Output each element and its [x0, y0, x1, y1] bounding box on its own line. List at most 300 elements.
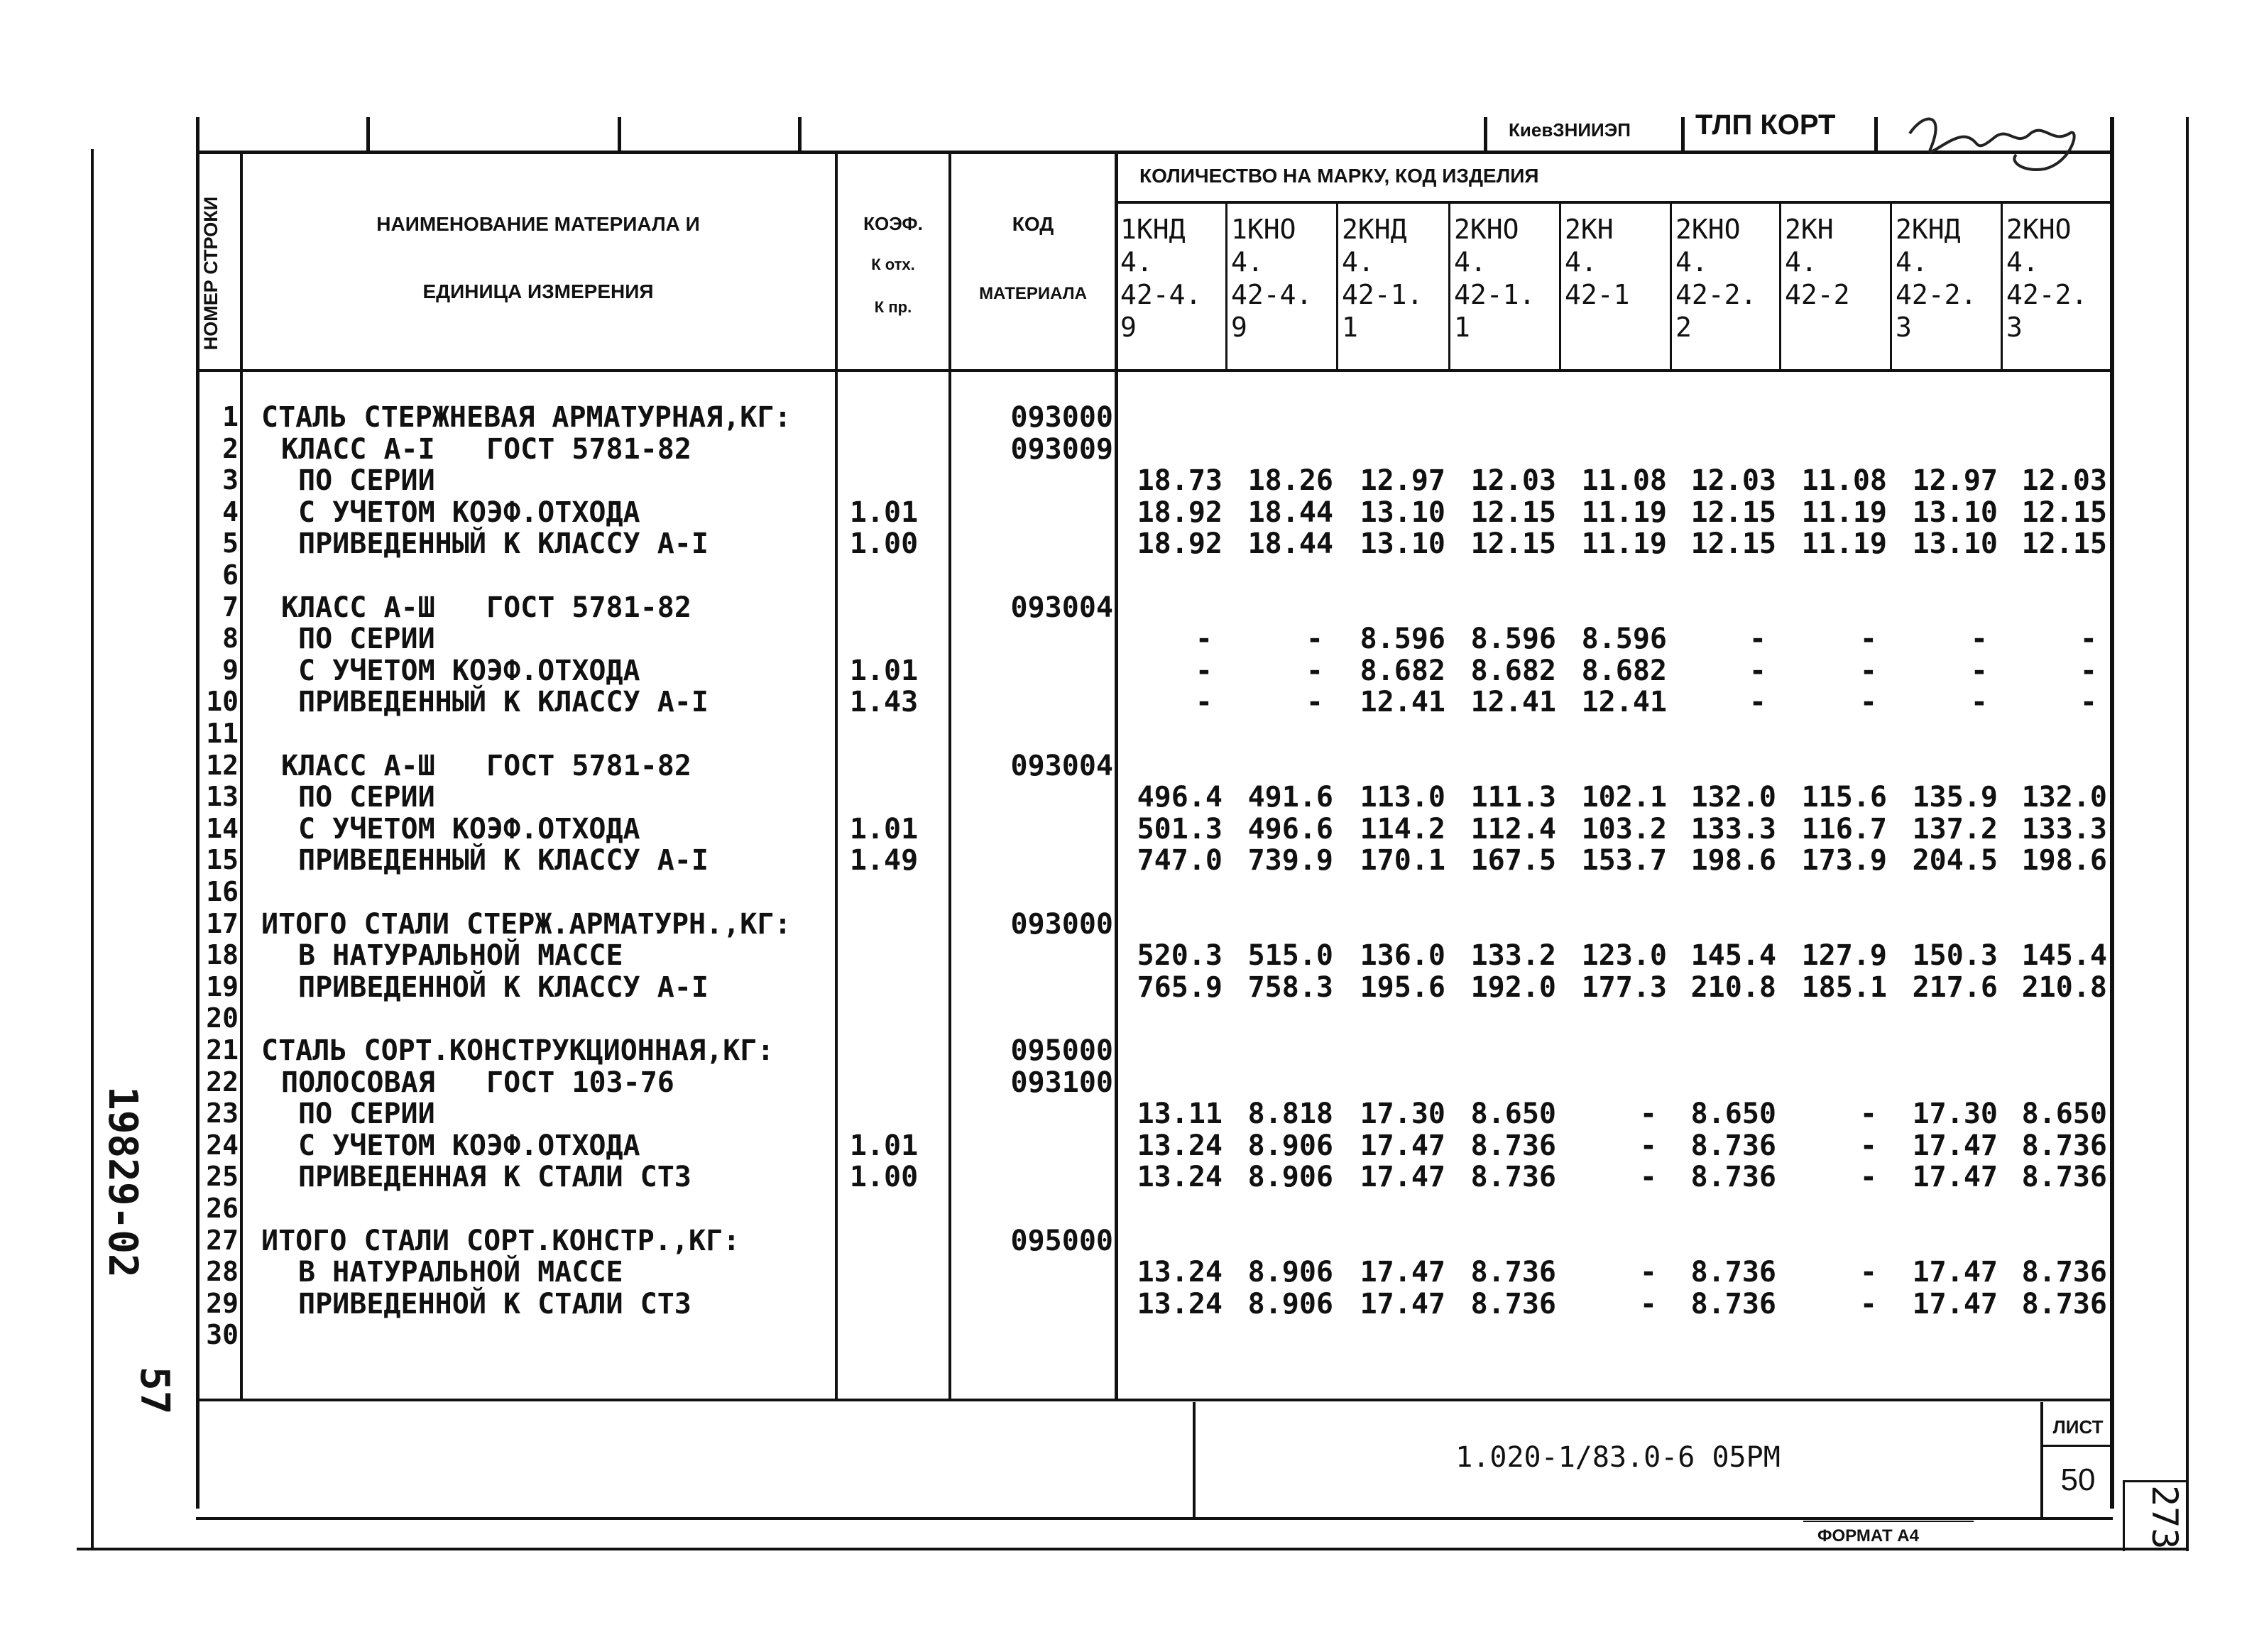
row-quantity-value: 198.6 — [1690, 844, 1776, 877]
row-coef: 1.00 — [849, 1161, 919, 1194]
row-quantity-value: - — [1859, 1129, 1877, 1162]
header-coef-1: КОЭФ. — [863, 213, 923, 234]
row-quantity-value: 13.24 — [1137, 1256, 1223, 1289]
row-material-name: СТАЛЬ СТЕРЖНЕВАЯ АРМАТУРНАЯ,КГ: — [261, 401, 792, 434]
row-material-code: 093100 — [1010, 1066, 1113, 1099]
row-quantity-value: 116.7 — [1801, 812, 1887, 846]
row-material-name: КЛАСС А-I ГОСТ 5781-82 — [281, 432, 691, 466]
header-code-2: МАТЕРИАЛА — [979, 284, 1087, 303]
row-material-name: КЛАСС А-Ш ГОСТ 5781-82 — [281, 749, 691, 782]
row-quantity-value: 12.15 — [1690, 496, 1776, 529]
row-number: 19 — [206, 970, 239, 1002]
row-number: 18 — [206, 939, 239, 971]
mark-header — [1675, 213, 1756, 376]
row-quantity-value: 8.736 — [1690, 1256, 1776, 1289]
row-material-name: С УЧЕТОМ КОЭФ.ОТХОДА — [298, 496, 640, 529]
row-quantity-value: 167.5 — [1470, 844, 1556, 877]
row-number: 5 — [222, 527, 239, 559]
row-quantity-value: - — [1749, 623, 1766, 656]
header-coef-3: К пр. — [874, 298, 912, 316]
row-quantity-value: 8.736 — [2021, 1161, 2107, 1194]
row-quantity-value: 13.10 — [1912, 527, 1998, 561]
row-quantity-value: 8.596 — [1360, 623, 1445, 656]
frame-bottom-outer — [77, 1548, 2189, 1550]
row-quantity-value: 17.47 — [1912, 1256, 1998, 1289]
row-quantity-value: 18.44 — [1247, 496, 1333, 529]
row-number: 22 — [206, 1066, 239, 1098]
mark-line-3 — [1448, 201, 1450, 371]
row-material-name: ПО СЕРИИ — [298, 623, 435, 656]
row-quantity-value: - — [1970, 654, 1988, 687]
frame-right-outer — [2186, 117, 2189, 1551]
row-material-name: СТАЛЬ СОРТ.КОНСТРУКЦИОННАЯ,КГ: — [261, 1034, 775, 1067]
row-quantity-value: 145.4 — [2021, 939, 2107, 973]
row-quantity-value: 13.24 — [1137, 1129, 1223, 1162]
row-quantity-value: 132.0 — [1690, 781, 1776, 814]
header-material-name-1: НАИМЕНОВАНИЕ МАТЕРИАЛА И — [376, 213, 700, 235]
mark-header-name: 2КНО — [2006, 214, 2072, 245]
mark-line-5 — [1670, 201, 1672, 371]
mark-header — [1896, 213, 1976, 376]
mark-header-l1: 4. — [1231, 246, 1264, 278]
row-quantity-value: - — [1195, 623, 1213, 656]
row-quantity-value: 17.30 — [1360, 1098, 1445, 1131]
row-quantity-value: 210.8 — [2021, 970, 2107, 1004]
row-quantity-value: - — [1970, 623, 1988, 656]
mark-header-l1: 4. — [2006, 246, 2039, 278]
row-coef: 1.01 — [849, 654, 919, 687]
right-number-box-top — [2123, 1480, 2187, 1482]
row-quantity-value: 217.6 — [1912, 970, 1998, 1004]
row-quantity-value: 150.3 — [1912, 939, 1998, 973]
row-quantity-value: 135.9 — [1912, 781, 1998, 814]
row-quantity-value: 8.736 — [1470, 1129, 1556, 1162]
mark-header-l1: 4. — [1120, 246, 1153, 278]
row-coef: 1.01 — [849, 496, 919, 529]
mark-header — [2006, 213, 2087, 376]
tick-1 — [366, 117, 370, 153]
row-material-code: 093004 — [1010, 749, 1113, 782]
row-quantity-value: 12.03 — [2021, 464, 2107, 498]
row-quantity-value: - — [1859, 686, 1877, 719]
row-material-name: ПРИВЕДЕННЫЙ К КЛАССУ А-I — [298, 844, 709, 877]
row-coef: 1.01 — [849, 812, 919, 846]
tick-2 — [618, 117, 621, 153]
signature-icon — [1903, 105, 2087, 176]
row-quantity-value: - — [1859, 1098, 1877, 1131]
row-quantity-value: 8.906 — [1247, 1256, 1333, 1289]
row-quantity-value: 17.47 — [1360, 1129, 1445, 1162]
col-line-rownum — [240, 151, 243, 1400]
mark-header-l2: 42-1. — [1342, 279, 1423, 310]
row-quantity-value: 8.682 — [1581, 654, 1667, 687]
row-quantity-value: - — [1195, 654, 1213, 687]
row-coef: 1.49 — [849, 844, 919, 877]
mark-header — [1454, 213, 1535, 376]
row-quantity-value: 17.47 — [1360, 1161, 1445, 1194]
row-quantity-value: 195.6 — [1360, 970, 1445, 1004]
mark-header-l2: 42-4. — [1120, 279, 1202, 310]
col-line-name — [835, 151, 838, 1400]
mark-header-l1: 4. — [1896, 246, 1928, 278]
row-number: 21 — [206, 1034, 239, 1066]
row-material-name: В НАТУРАЛЬНОЙ МАССЕ — [298, 939, 623, 973]
row-quantity-value: 13.10 — [1912, 496, 1998, 529]
row-material-name: ПРИВЕДЕННЫЙ К КЛАССУ А-I — [298, 527, 709, 561]
mark-header-l3: 1 — [1454, 312, 1470, 343]
mark-header-l2: 42-2. — [1896, 279, 1977, 310]
row-quantity-value: 765.9 — [1137, 970, 1223, 1004]
footer-box-bottom — [196, 1517, 2113, 1520]
row-quantity-value: - — [2079, 686, 2097, 719]
row-quantity-value: 136.0 — [1360, 939, 1445, 973]
mark-line-4 — [1559, 201, 1561, 371]
row-quantity-value: 747.0 — [1137, 844, 1223, 877]
footer-right-number: 273 — [2144, 1485, 2185, 1550]
row-quantity-value: 170.1 — [1360, 844, 1445, 877]
row-quantity-value: - — [1749, 686, 1766, 719]
row-material-name: ИТОГО СТАЛИ СОРТ.КОНСТР.,КГ: — [261, 1224, 740, 1257]
mark-header-l2: 42-1 — [1565, 279, 1630, 310]
row-quantity-value: 17.47 — [1912, 1161, 1998, 1194]
row-quantity-value: 739.9 — [1247, 844, 1333, 877]
row-quantity-value: 8.736 — [1470, 1256, 1556, 1289]
row-number: 28 — [206, 1256, 239, 1288]
mark-line-7 — [1890, 201, 1892, 371]
mark-line-6 — [1779, 201, 1781, 371]
table-top-border — [196, 151, 2113, 154]
row-number: 3 — [222, 464, 239, 496]
row-quantity-value: - — [2079, 654, 2097, 687]
row-material-name: КЛАСС А-Ш ГОСТ 5781-82 — [281, 591, 691, 624]
stamp-project: ТЛП КОРТ — [1695, 109, 1836, 141]
row-quantity-value: 8.736 — [2021, 1287, 2107, 1320]
row-quantity-value: 132.0 — [2021, 781, 2107, 814]
mark-header-l1: 4. — [1454, 246, 1487, 278]
mark-header-l1: 4. — [1675, 246, 1708, 278]
row-material-name: С УЧЕТОМ КОЭФ.ОТХОДА — [298, 654, 640, 687]
row-quantity-value: - — [1306, 654, 1323, 687]
row-quantity-value: 8.596 — [1581, 623, 1667, 656]
row-quantity-value: 18.26 — [1247, 464, 1333, 498]
row-quantity-value: 8.736 — [2021, 1256, 2107, 1289]
tick-3 — [798, 117, 802, 153]
row-material-name: ПРИВЕДЕННОЙ К СТАЛИ СТ3 — [298, 1287, 691, 1320]
row-quantity-value: - — [1859, 1161, 1877, 1194]
quantity-subheader-line — [1115, 201, 2113, 204]
row-number: 23 — [206, 1098, 239, 1129]
row-quantity-value: 8.682 — [1360, 654, 1445, 687]
row-quantity-value: 8.736 — [1470, 1287, 1556, 1320]
row-material-name: ИТОГО СТАЛИ СТЕРЖ.АРМАТУРН.,КГ: — [261, 907, 792, 941]
row-number: 26 — [206, 1193, 239, 1224]
row-quantity-value: 127.9 — [1801, 939, 1887, 973]
row-material-code: 093000 — [1010, 401, 1113, 434]
row-quantity-value: 112.4 — [1470, 812, 1556, 846]
row-number: 4 — [222, 496, 239, 527]
row-number: 11 — [206, 718, 239, 749]
row-material-name: ПРИВЕДЕННЫЙ К КЛАССУ А-I — [298, 686, 709, 719]
row-quantity-value: 177.3 — [1581, 970, 1667, 1004]
row-material-code: 093004 — [1010, 591, 1113, 624]
row-quantity-value: 8.650 — [1470, 1098, 1556, 1131]
row-quantity-value: 103.2 — [1581, 812, 1667, 846]
row-quantity-value: 18.44 — [1247, 527, 1333, 561]
row-material-name: ПО СЕРИИ — [298, 464, 435, 498]
row-quantity-value: 137.2 — [1912, 812, 1998, 846]
row-quantity-value: 114.2 — [1360, 812, 1445, 846]
row-quantity-value: 12.15 — [2021, 496, 2107, 529]
row-quantity-value: - — [1306, 686, 1323, 719]
mark-header — [1565, 213, 1630, 376]
row-number: 15 — [206, 844, 239, 876]
mark-header-l3: 1 — [1342, 312, 1358, 343]
row-quantity-value: 13.24 — [1137, 1161, 1223, 1194]
row-quantity-value: 13.10 — [1360, 527, 1445, 561]
row-quantity-value: - — [1859, 654, 1877, 687]
header-material-name-2: ЕДИНИЦА ИЗМЕРЕНИЯ — [422, 280, 654, 302]
row-quantity-value: - — [1306, 623, 1323, 656]
row-quantity-value: 8.906 — [1247, 1287, 1333, 1320]
row-quantity-value: - — [1639, 1098, 1657, 1131]
row-quantity-value: 8.650 — [2021, 1098, 2107, 1131]
row-quantity-value: 12.41 — [1581, 686, 1667, 719]
row-quantity-value: 17.30 — [1912, 1098, 1998, 1131]
row-quantity-value: 12.15 — [1470, 527, 1556, 561]
row-material-name: С УЧЕТОМ КОЭФ.ОТХОДА — [298, 1129, 640, 1162]
row-material-name: С УЧЕТОМ КОЭФ.ОТХОДА — [298, 812, 640, 846]
mark-header-l2: 42-1. — [1454, 279, 1536, 310]
row-quantity-value: - — [1859, 623, 1877, 656]
mark-header-l3: 3 — [1896, 312, 1912, 343]
row-number: 30 — [206, 1319, 239, 1351]
row-number: 17 — [206, 907, 239, 939]
mark-header — [1342, 213, 1423, 376]
row-quantity-value: 12.15 — [2021, 527, 2107, 561]
mark-header-l1: 4. — [1565, 246, 1597, 278]
row-material-name: В НАТУРАЛЬНОЙ МАССЕ — [298, 1256, 623, 1289]
mark-header-name: 2КН — [1565, 214, 1614, 245]
mark-header-l3: 9 — [1120, 312, 1137, 343]
row-quantity-value: 13.24 — [1137, 1287, 1223, 1320]
row-quantity-value: - — [2079, 623, 2097, 656]
tick-5 — [1681, 117, 1685, 153]
row-quantity-value: 18.73 — [1137, 464, 1223, 498]
table-right-border — [2110, 117, 2114, 1509]
side-doc-number: 19829-02 — [99, 1086, 146, 1278]
row-quantity-value: 12.41 — [1470, 686, 1556, 719]
row-quantity-value: 501.3 — [1137, 812, 1223, 846]
row-quantity-value: 173.9 — [1801, 844, 1887, 877]
row-number: 13 — [206, 781, 239, 813]
format-underline — [1803, 1521, 1974, 1522]
mark-header-l1: 4. — [1785, 246, 1817, 278]
mark-header — [1120, 213, 1201, 376]
row-quantity-value: 12.03 — [1690, 464, 1776, 498]
row-quantity-value: 133.3 — [2021, 812, 2107, 846]
row-quantity-value: 13.10 — [1360, 496, 1445, 529]
row-quantity-value: 17.47 — [1912, 1287, 1998, 1320]
row-quantity-value: 8.596 — [1470, 623, 1556, 656]
mark-header-l3: 2 — [1675, 312, 1692, 343]
row-quantity-value: 8.736 — [2021, 1129, 2107, 1162]
mark-header-l2: 42-2. — [2006, 279, 2088, 310]
row-quantity-value: 102.1 — [1581, 781, 1667, 814]
row-quantity-value: 8.906 — [1247, 1161, 1333, 1194]
mark-header-l2: 42-2. — [1675, 279, 1757, 310]
row-material-name: ПО СЕРИИ — [298, 1098, 435, 1131]
side-left-page: 57 — [131, 1367, 177, 1415]
row-quantity-value: 192.0 — [1470, 970, 1556, 1004]
tick-6 — [1874, 117, 1878, 153]
row-quantity-value: - — [1195, 686, 1213, 719]
row-quantity-value: 123.0 — [1581, 939, 1667, 973]
row-quantity-value: 12.15 — [1470, 496, 1556, 529]
table-bottom-border — [196, 1399, 2113, 1401]
mark-header-name: 2КНО — [1454, 214, 1519, 245]
row-quantity-value: 8.736 — [1470, 1161, 1556, 1194]
header-quantity: КОЛИЧЕСТВО НА МАРКУ, КОД ИЗДЕЛИЯ — [1139, 165, 1539, 187]
footer-format: ФОРМАТ А4 — [1817, 1526, 1919, 1546]
row-number: 9 — [222, 654, 239, 686]
row-quantity-value: 153.7 — [1581, 844, 1667, 877]
row-quantity-value: 113.0 — [1360, 781, 1445, 814]
row-quantity-value: 520.3 — [1137, 939, 1223, 973]
row-quantity-value: 13.11 — [1137, 1098, 1223, 1131]
row-quantity-value: - — [1639, 1129, 1657, 1162]
header-code-1: КОД — [1012, 213, 1054, 235]
mark-header-name: 2КНД — [1342, 214, 1407, 245]
row-material-name: ПОЛОСОВАЯ ГОСТ 103-76 — [281, 1066, 674, 1099]
row-quantity-value: 8.906 — [1247, 1129, 1333, 1162]
footer-sheet-divider-h — [2040, 1445, 2111, 1447]
row-quantity-value: 496.6 — [1247, 812, 1333, 846]
mark-line-1 — [1225, 201, 1227, 371]
row-quantity-value: 17.47 — [1360, 1256, 1445, 1289]
row-coef: 1.00 — [849, 527, 919, 561]
row-quantity-value: 133.3 — [1690, 812, 1776, 846]
header-row-number: НОМЕР СТРОКИ — [200, 196, 222, 351]
mark-header-l2: 42-2 — [1785, 279, 1850, 310]
row-coef: 1.43 — [849, 686, 919, 719]
row-quantity-value: 185.1 — [1801, 970, 1887, 1004]
footer-sheet-divider-v — [2040, 1402, 2043, 1519]
row-quantity-value: 12.41 — [1360, 686, 1445, 719]
row-quantity-value: 491.6 — [1247, 781, 1333, 814]
footer-designation: 1.020-1/83.0-6 05РМ — [1455, 1441, 1781, 1474]
row-number: 14 — [206, 812, 239, 844]
row-number: 20 — [206, 1002, 239, 1034]
mark-header-l3: 9 — [1231, 312, 1247, 343]
row-material-name: ПРИВЕДЕННОЙ К КЛАССУ А-I — [298, 970, 709, 1004]
row-quantity-value: 8.736 — [1690, 1287, 1776, 1320]
row-material-name: ПО СЕРИИ — [298, 781, 435, 814]
row-quantity-value: 496.4 — [1137, 781, 1223, 814]
row-quantity-value: 18.92 — [1137, 496, 1223, 529]
stamp-org: КиевЗНИИЭП — [1509, 119, 1631, 141]
row-coef: 1.01 — [849, 1129, 919, 1162]
row-quantity-value: - — [1639, 1256, 1657, 1289]
mark-header-name: 2КН — [1785, 214, 1834, 245]
row-quantity-value: 758.3 — [1247, 970, 1333, 1004]
row-quantity-value: 11.19 — [1581, 527, 1667, 561]
row-number: 12 — [206, 749, 239, 781]
row-number: 16 — [206, 876, 239, 907]
row-quantity-value: 11.19 — [1801, 496, 1887, 529]
right-number-box-left — [2123, 1480, 2125, 1551]
row-material-code: 095000 — [1010, 1034, 1113, 1067]
row-quantity-value: 12.15 — [1690, 527, 1776, 561]
row-quantity-value: 210.8 — [1690, 970, 1776, 1004]
row-quantity-value: - — [1749, 654, 1766, 687]
row-number: 10 — [206, 686, 239, 718]
row-quantity-value: 11.08 — [1581, 464, 1667, 498]
mark-header-l2: 42-4. — [1231, 279, 1313, 310]
col-line-code — [1115, 151, 1118, 1400]
row-quantity-value: 11.08 — [1801, 464, 1887, 498]
row-quantity-value: 12.97 — [1912, 464, 1998, 498]
row-quantity-value: 8.650 — [1690, 1098, 1776, 1131]
mark-header-name: 2КНД — [1896, 214, 1961, 245]
frame-left-outer — [91, 149, 94, 1548]
row-number: 7 — [222, 591, 239, 623]
row-quantity-value: 18.92 — [1137, 527, 1223, 561]
row-quantity-value: 145.4 — [1690, 939, 1776, 973]
row-quantity-value: 198.6 — [2021, 844, 2107, 877]
row-number: 29 — [206, 1287, 239, 1319]
row-quantity-value: 17.47 — [1360, 1287, 1445, 1320]
row-quantity-value: 8.682 — [1470, 654, 1556, 687]
row-quantity-value: 111.3 — [1470, 781, 1556, 814]
row-quantity-value: 204.5 — [1912, 844, 1998, 877]
row-quantity-value: 12.97 — [1360, 464, 1445, 498]
footer-sheet-number: 50 — [2060, 1462, 2096, 1497]
row-quantity-value: 17.47 — [1912, 1129, 1998, 1162]
row-quantity-value: 8.736 — [1690, 1161, 1776, 1194]
mark-header-name: 1КНО — [1231, 214, 1296, 245]
row-material-code: 093000 — [1010, 907, 1113, 941]
mark-header — [1785, 213, 1850, 376]
row-number: 24 — [206, 1129, 239, 1161]
row-number: 25 — [206, 1161, 239, 1193]
row-number: 1 — [222, 401, 239, 432]
mark-header — [1231, 213, 1312, 376]
mark-header-l1: 4. — [1342, 246, 1374, 278]
row-number: 2 — [222, 432, 239, 464]
row-quantity-value: 133.2 — [1470, 939, 1556, 973]
row-quantity-value: 8.736 — [1690, 1129, 1776, 1162]
row-material-name: ПРИВЕДЕННАЯ К СТАЛИ СТ3 — [298, 1161, 691, 1194]
row-number: 6 — [222, 559, 239, 591]
row-quantity-value: - — [1639, 1287, 1657, 1320]
row-material-code: 095000 — [1010, 1224, 1113, 1257]
mark-header-l3: 3 — [2006, 312, 2023, 343]
row-quantity-value: 115.6 — [1801, 781, 1887, 814]
row-quantity-value: - — [1859, 1256, 1877, 1289]
row-quantity-value: 515.0 — [1247, 939, 1333, 973]
row-quantity-value: 11.19 — [1581, 496, 1667, 529]
row-quantity-value: - — [1859, 1287, 1877, 1320]
row-number: 27 — [206, 1224, 239, 1256]
tick-4 — [1484, 117, 1487, 153]
mark-line-2 — [1336, 201, 1338, 371]
row-number: 8 — [222, 623, 239, 655]
footer-sheet-label: ЛИСТ — [2052, 1416, 2104, 1438]
row-quantity-value: - — [1639, 1161, 1657, 1194]
row-quantity-value: 8.818 — [1247, 1098, 1333, 1131]
row-quantity-value: 12.03 — [1470, 464, 1556, 498]
mark-header-name: 1КНД — [1120, 214, 1186, 245]
